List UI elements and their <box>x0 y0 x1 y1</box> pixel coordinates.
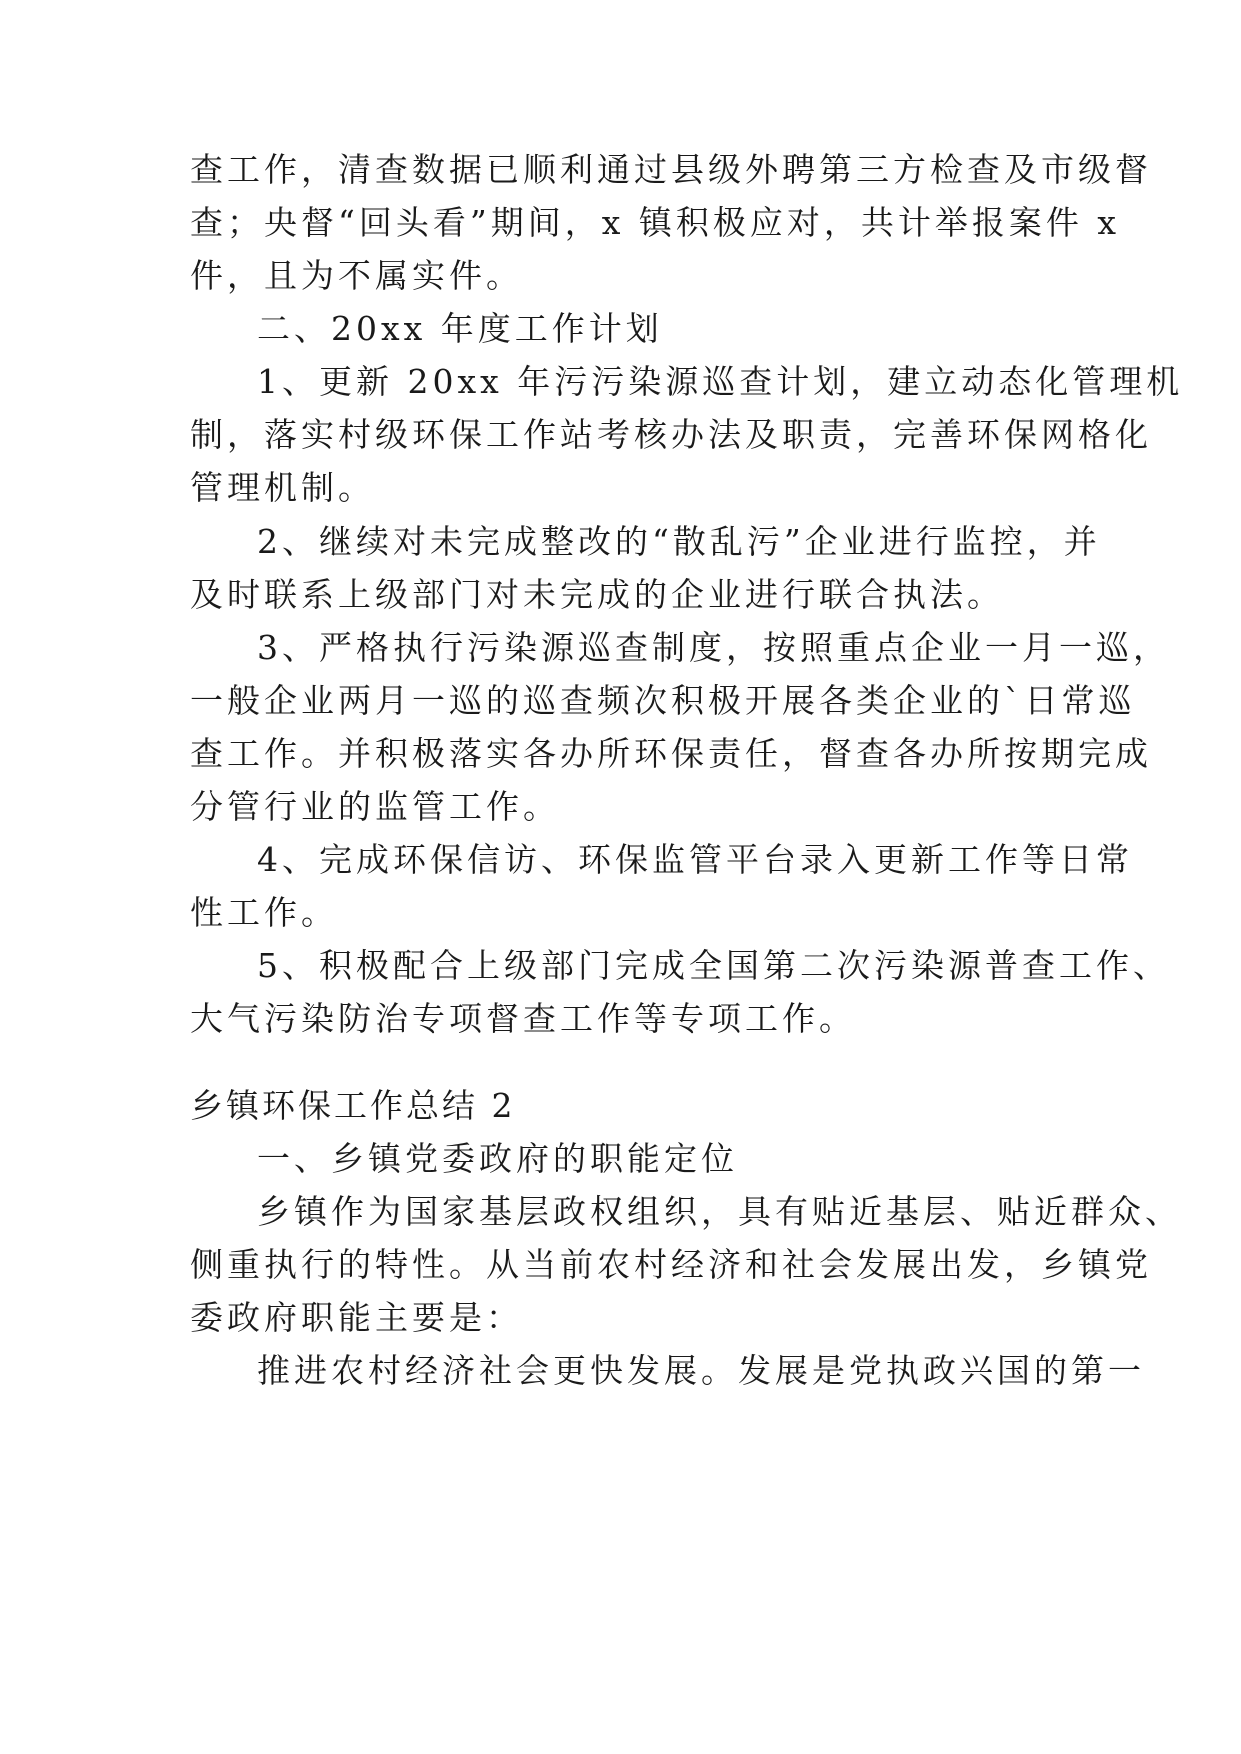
text-line: 推进农村经济社会更快发展。发展是党执政兴国的第一 <box>257 1351 1145 1390</box>
text-line: 制，落实村级环保工作站考核办法及职责，完善环保网格化 <box>190 415 1152 454</box>
text-line: 一般企业两月一巡的巡查频次积极开展各类企业的`日常巡 <box>190 681 1136 720</box>
section-heading: 二、20xx 年度工作计划 <box>257 309 663 348</box>
text-line: 侧重执行的特性。从当前农村经济和社会发展出发，乡镇党 <box>190 1245 1152 1284</box>
text-line: 及时联系上级部门对未完成的企业进行联合执法。 <box>190 575 1004 614</box>
text-line: 性工作。 <box>190 893 338 932</box>
text-line: 乡镇作为国家基层政权组织，具有贴近基层、贴近群众、 <box>257 1192 1182 1231</box>
text-line: 件，且为不属实件。 <box>190 256 523 295</box>
text-line: 委政府职能主要是： <box>190 1298 523 1337</box>
text-line: 分管行业的监管工作。 <box>190 787 560 826</box>
text-line: 1、更新 20xx 年污污染源巡查计划，建立动态化管理机 <box>257 362 1184 401</box>
text-line: 查；央督“回头看”期间，x 镇积极应对，共计举报案件 x <box>190 203 1120 242</box>
article-title: 乡镇环保工作总结 2 <box>190 1086 516 1125</box>
text-line: 管理机制。 <box>190 468 375 507</box>
text-line: 5、积极配合上级部门完成全国第二次污染源普查工作、 <box>257 946 1170 985</box>
text-line: 查工作。并积极落实各办所环保责任，督查各办所按期完成 <box>190 734 1152 773</box>
text-line: 3、严格执行污染源巡查制度，按照重点企业一月一巡， <box>257 628 1170 667</box>
text-line: 2、继续对未完成整改的“散乱污”企业进行监控，并 <box>257 522 1101 561</box>
text-line: 4、完成环保信访、环保监管平台录入更新工作等日常 <box>257 840 1133 879</box>
text-line: 大气污染防治专项督查工作等专项工作。 <box>190 999 856 1038</box>
section-heading: 一、乡镇党委政府的职能定位 <box>257 1139 738 1178</box>
text-line: 查工作，清查数据已顺利通过县级外聘第三方检查及市级督 <box>190 150 1152 189</box>
